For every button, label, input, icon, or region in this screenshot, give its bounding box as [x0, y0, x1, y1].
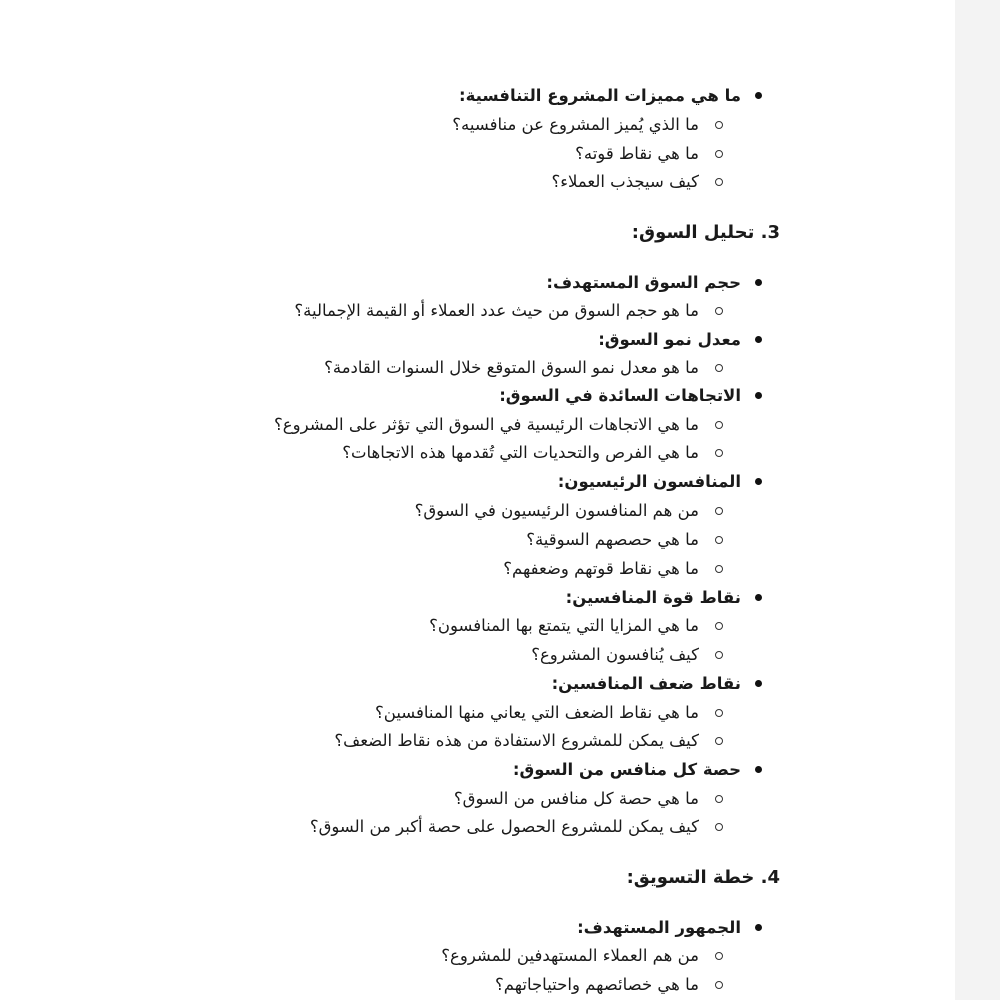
bullet-icon: [755, 680, 762, 687]
sub-list-item: كيف يمكن للمشروع الحصول على حصة أكبر من السوق؟: [310, 815, 723, 839]
sub-list-item: ما هي نقاط الضعف التي يعاني منها المنافسين؟: [375, 701, 723, 725]
bullet-icon: [755, 594, 762, 601]
sub-list-item: ما هي خصائصهم واحتياجاتهم؟: [495, 973, 723, 997]
sub-list-item: ما هي المزايا التي يتمتع بها المنافسون؟: [429, 614, 723, 638]
list-item-heading: الجمهور المستهدف:: [577, 916, 762, 940]
list-item-heading: ما هي مميزات المشروع التنافسية:: [459, 84, 762, 108]
list-item-heading: المنافسون الرئيسيون:: [558, 470, 762, 494]
sub-list-item: ما هي الفرص والتحديات التي تُقدمها هذه الاتجاهات؟: [342, 441, 723, 465]
circle-bullet-icon: [715, 364, 723, 372]
circle-bullet-icon: [715, 307, 723, 315]
sub-list-item: كيف سيجذب العملاء؟: [551, 170, 723, 194]
circle-bullet-icon: [715, 178, 723, 186]
circle-bullet-icon: [715, 421, 723, 429]
sub-list-item: كيف يُنافسون المشروع؟: [531, 643, 723, 667]
sub-list-item: ما هو حجم السوق من حيث عدد العملاء أو القيمة الإجمالية؟: [294, 299, 723, 323]
bullet-icon: [755, 392, 762, 399]
circle-bullet-icon: [715, 952, 723, 960]
section-heading: 4. خطة التسويق:: [626, 867, 780, 888]
sub-list-item: من هم المنافسون الرئيسيون في السوق؟: [415, 499, 723, 523]
circle-bullet-icon: [715, 651, 723, 659]
circle-bullet-icon: [715, 507, 723, 515]
sub-list-item: ما هي حصصهم السوقية؟: [526, 528, 723, 552]
bullet-icon: [755, 766, 762, 773]
bullet-icon: [755, 924, 762, 931]
circle-bullet-icon: [715, 449, 723, 457]
section-heading: 3. تحليل السوق:: [631, 222, 780, 243]
list-item-heading: حصة كل منافس من السوق:: [513, 758, 762, 782]
page-margin: [955, 0, 1000, 1000]
sub-list-item: كيف يمكن للمشروع الاستفادة من هذه نقاط الضعف؟: [334, 729, 723, 753]
circle-bullet-icon: [715, 622, 723, 630]
circle-bullet-icon: [715, 709, 723, 717]
bullet-icon: [755, 279, 762, 286]
sub-list-item: من هم العملاء المستهدفين للمشروع؟: [441, 944, 723, 968]
sub-list-item: ما هي حصة كل منافس من السوق؟: [454, 787, 723, 811]
sub-list-item: ما هي الاتجاهات الرئيسية في السوق التي تؤثر على المشروع؟: [274, 413, 723, 437]
circle-bullet-icon: [715, 981, 723, 989]
bullet-icon: [755, 478, 762, 485]
list-item-heading: حجم السوق المستهدف:: [546, 271, 762, 295]
list-item-heading: نقاط ضعف المنافسين:: [552, 672, 762, 696]
bullet-icon: [755, 92, 762, 99]
bullet-icon: [755, 336, 762, 343]
list-item-heading: معدل نمو السوق:: [598, 328, 762, 352]
circle-bullet-icon: [715, 121, 723, 129]
circle-bullet-icon: [715, 150, 723, 158]
sub-list-item: ما الذي يُميز المشروع عن منافسيه؟: [452, 113, 723, 137]
sub-list-item: ما هي نقاط قوته؟: [575, 142, 723, 166]
sub-list-item: ما هو معدل نمو السوق المتوقع خلال السنوات القادمة؟: [324, 356, 723, 380]
list-item-heading: الاتجاهات السائدة في السوق:: [499, 384, 762, 408]
sub-list-item: ما هي نقاط قوتهم وضعفهم؟: [503, 557, 723, 581]
circle-bullet-icon: [715, 737, 723, 745]
circle-bullet-icon: [715, 823, 723, 831]
list-item-heading: نقاط قوة المنافسين:: [566, 586, 762, 610]
circle-bullet-icon: [715, 795, 723, 803]
circle-bullet-icon: [715, 536, 723, 544]
circle-bullet-icon: [715, 565, 723, 573]
